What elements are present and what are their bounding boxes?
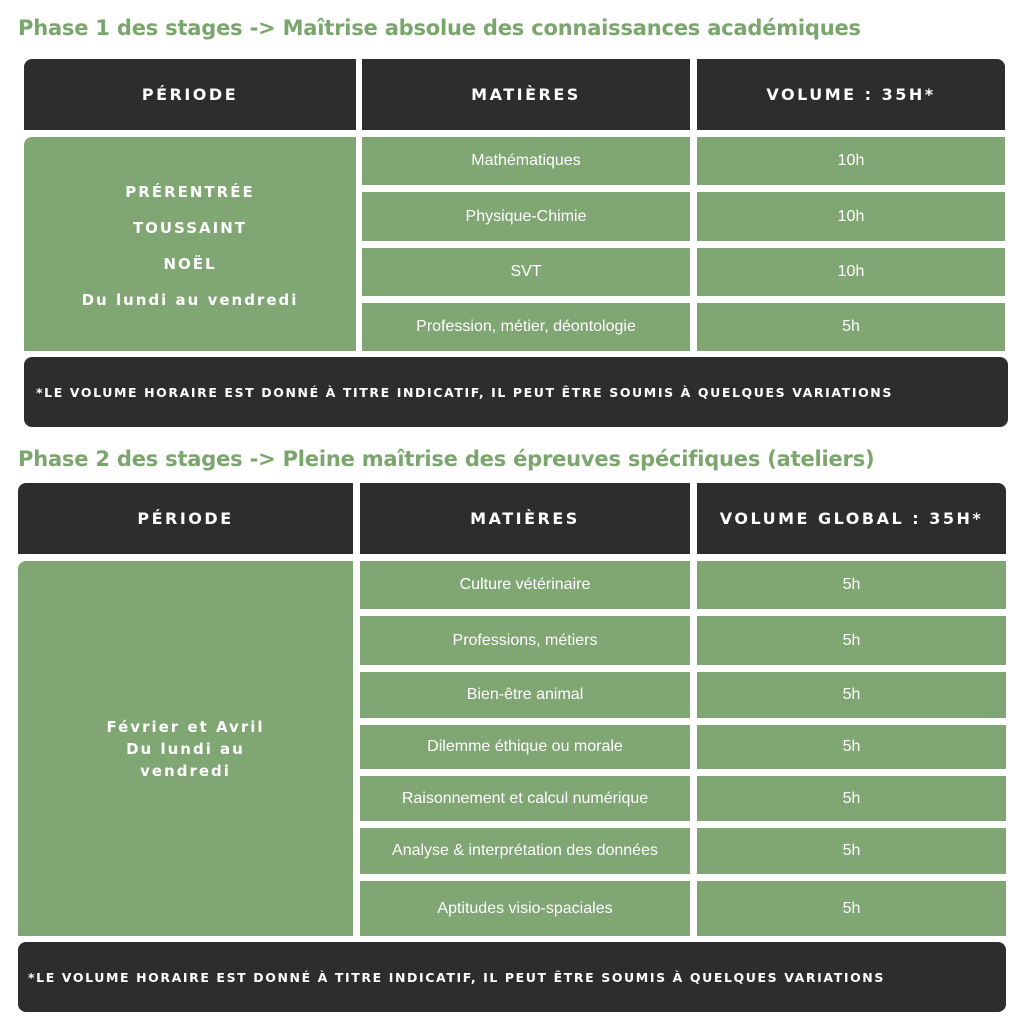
- phase2-hours-cell: 5h: [697, 881, 1006, 936]
- phase2-hours-cell: 5h: [697, 672, 1006, 718]
- phase1-hours-cell: 10h: [697, 248, 1005, 296]
- phase2-title: Phase 2 des stages -> Pleine maîtrise des épreuves spécifiques (ateliers): [18, 447, 875, 471]
- period-label: Du lundi au: [126, 739, 245, 758]
- phase1-hours-cell: 10h: [697, 137, 1005, 185]
- phase2-header-period: PÉRIODE: [18, 483, 353, 554]
- phase2-period-cell: [18, 561, 353, 936]
- period-label: PRÉRENTRÉE: [125, 183, 255, 201]
- phase2-subject-cell: Culture vétérinaire: [360, 561, 690, 609]
- period-label: NOËL: [163, 255, 217, 273]
- phase2-hours-cell: 5h: [697, 725, 1006, 769]
- phase1-subject-cell: Physique-Chimie: [362, 192, 690, 241]
- phase1-subject-cell: Mathématiques: [362, 137, 690, 185]
- phase1-subject-cell: SVT: [362, 248, 690, 296]
- phase2-subject-cell: Raisonnement et calcul numérique: [360, 776, 690, 821]
- period-label: vendredi: [140, 761, 231, 780]
- phase2-header-subjects: MATIÈRES: [360, 483, 690, 554]
- phase2-hours-cell: 5h: [697, 776, 1006, 821]
- phase2-header-volume: VOLUME GLOBAL : 35H*: [697, 483, 1006, 554]
- phase2-subject-cell: Aptitudes visio-spaciales: [360, 881, 690, 936]
- phase1-footnote: *LE VOLUME HORAIRE EST DONNÉ À TITRE INDICATIF, IL PEUT ÊTRE SOUMIS À QUELQUES VARIATIONS: [24, 357, 1008, 427]
- phase2-subject-cell: Professions, métiers: [360, 616, 690, 665]
- phase1-header-volume: VOLUME : 35H*: [697, 59, 1005, 130]
- phase2-hours-cell: 5h: [697, 828, 1006, 874]
- period-label: Février et Avril: [106, 717, 265, 736]
- phase1-header-subjects: MATIÈRES: [362, 59, 690, 130]
- phase2-subject-cell: Bien-être animal: [360, 672, 690, 718]
- phase1-hours-cell: 10h: [697, 192, 1005, 241]
- phase2-subject-cell: Dilemme éthique ou morale: [360, 725, 690, 769]
- period-label: Du lundi au vendredi: [81, 291, 299, 309]
- phase1-title: Phase 1 des stages -> Maîtrise absolue des connaissances académiques: [18, 16, 861, 40]
- phase2-footnote: *LE VOLUME HORAIRE EST DONNÉ À TITRE INDICATIF, IL PEUT ÊTRE SOUMIS À QUELQUES VARIATIONS: [18, 942, 1006, 1012]
- phase1-subject-cell: Profession, métier, déontologie: [362, 303, 690, 351]
- period-label: TOUSSAINT: [132, 219, 248, 237]
- phase2-hours-cell: 5h: [697, 561, 1006, 609]
- phase2-subject-cell: Analyse & interprétation des données: [360, 828, 690, 874]
- phase2-hours-cell: 5h: [697, 616, 1006, 665]
- phase1-header-period: PÉRIODE: [24, 59, 356, 130]
- phase1-hours-cell: 5h: [697, 303, 1005, 351]
- phase1-period-cell: [24, 137, 356, 351]
